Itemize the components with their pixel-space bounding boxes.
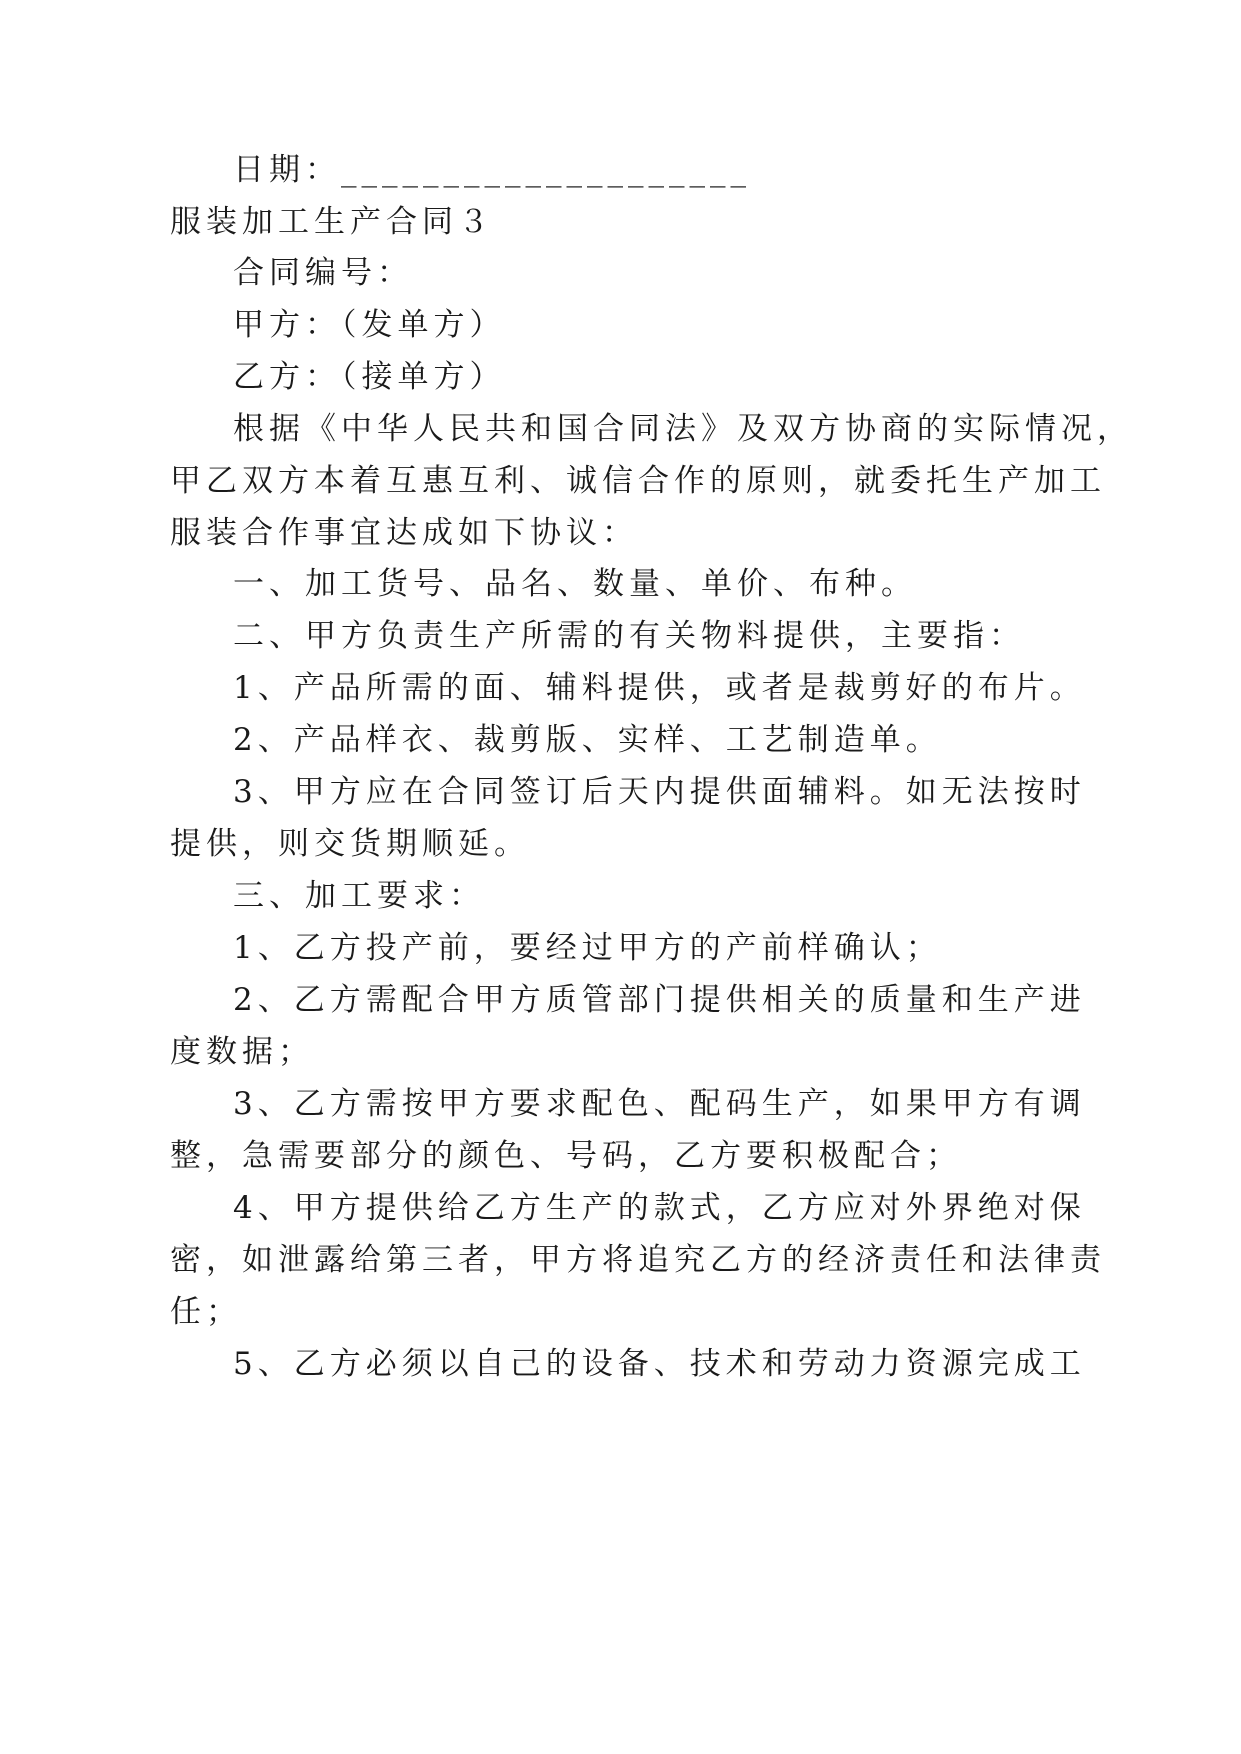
paragraph-line: 4、甲方提供给乙方生产的款式，乙方应对外界绝对保: [233, 1190, 1086, 1226]
paragraph-line: 一、加工货号、品名、数量、单价、布种。: [233, 566, 917, 602]
date-line: 日期：____________________: [233, 152, 751, 188]
paragraph-line: 2、乙方需配合甲方质管部门提供相关的质量和生产进: [233, 982, 1086, 1018]
paragraph-line: 提供，则交货期顺延。: [170, 826, 530, 862]
paragraph-line: 三、加工要求：: [233, 878, 485, 914]
paragraph-line: 3、甲方应在合同签订后天内提供面辅料。如无法按时: [233, 774, 1086, 810]
party-a-line: 甲方：（发单方）: [233, 307, 506, 343]
paragraph-line: 度数据；: [170, 1034, 314, 1070]
paragraph-line: 根据《中华人民共和国合同法》及双方协商的实际情况，: [233, 411, 1133, 447]
contract-number-line: 合同编号：: [233, 255, 413, 291]
paragraph-line: 5、乙方必须以自己的设备、技术和劳动力资源完成工: [233, 1346, 1086, 1382]
paragraph-line: 服装合作事宜达成如下协议：: [170, 515, 638, 551]
party-b-line: 乙方：（接单方）: [233, 359, 506, 395]
paragraph-line: 任；: [170, 1294, 242, 1330]
paragraph-line: 整，急需要部分的颜色、号码，乙方要积极配合；: [170, 1138, 962, 1174]
paragraph-line: 甲乙双方本着互惠互利、诚信合作的原则，就委托生产加工: [170, 463, 1106, 499]
paragraph-line: 2、产品样衣、裁剪版、实样、工艺制造单。: [233, 722, 942, 758]
paragraph-line: 二、甲方负责生产所需的有关物料提供，主要指：: [233, 618, 1025, 654]
contract-title: 服装加工生产合同３: [170, 204, 494, 240]
paragraph-line: 1、产品所需的面、辅料提供，或者是裁剪好的布片。: [233, 670, 1086, 706]
paragraph-line: 1、乙方投产前，要经过甲方的产前样确认；: [233, 930, 942, 966]
paragraph-line: 3、乙方需按甲方要求配色、配码生产，如果甲方有调: [233, 1086, 1086, 1122]
paragraph-line: 密，如泄露给第三者，甲方将追究乙方的经济责任和法律责: [170, 1242, 1106, 1278]
